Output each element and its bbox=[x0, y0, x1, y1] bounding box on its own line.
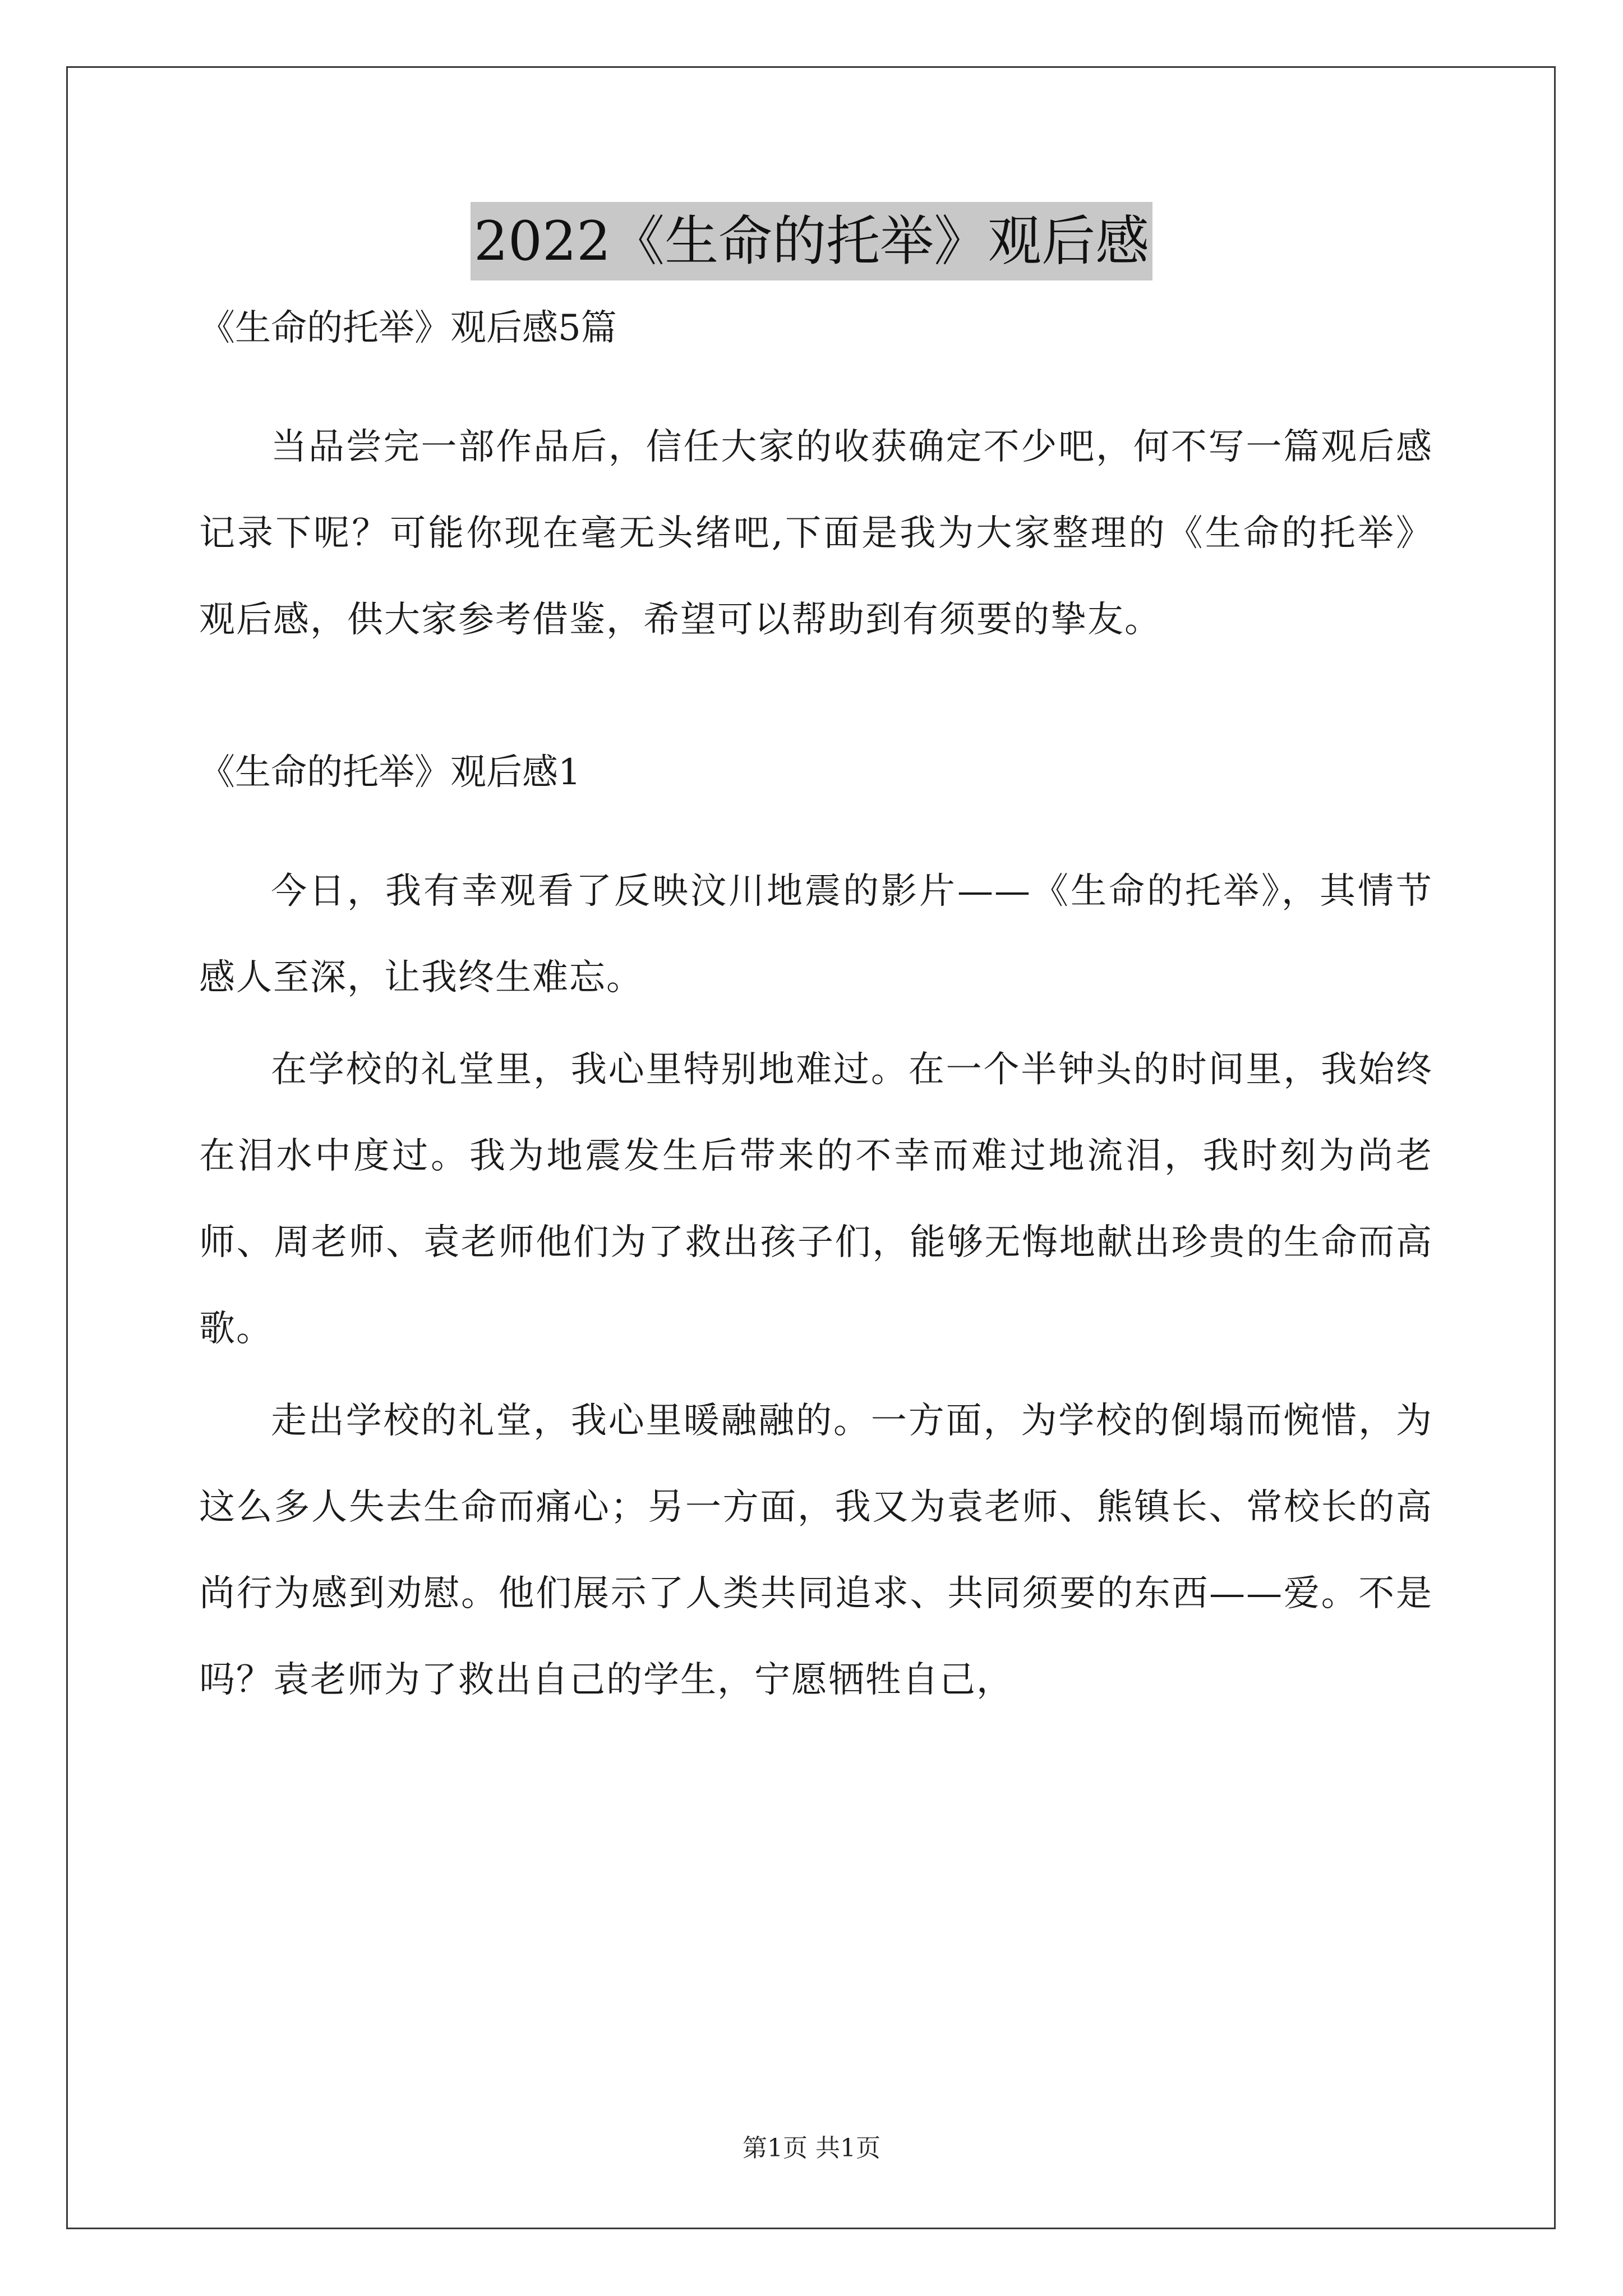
document-body bbox=[199, 303, 1433, 1723]
paragraph-gap bbox=[199, 1372, 1433, 1378]
intro-paragraph: 当品尝完一部作品后，信任大家的收获确定不少吧，何不写一篇观后感记录下呢？可能你现在毫无头绪吧,下面是我为大家整理的《生命的托举》观后感，供大家参考借鉴，希望可以帮助到有须要的挚友。 bbox=[199, 426, 1433, 641]
subtitle-heading: 《生命的托举》观后感5篇 bbox=[199, 307, 617, 349]
paragraph-gap bbox=[199, 1021, 1433, 1027]
title-wrap bbox=[0, 202, 1623, 280]
page-footer: 第1页 共1页 bbox=[743, 2134, 880, 2162]
body-paragraph-2: 在学校的礼堂里，我心里特别地难过。在一个半钟头的时间里，我始终在泪水中度过。我为地震发生后带来的不幸而难过地流泪，我时刻为尚老师、周老师、袁老师他们为了救出孩子们，能够无悔地献出珍贵的生命而高歌。 bbox=[199, 1049, 1433, 1350]
body-paragraph-1: 今日，我有幸观看了反映汶川地震的影片——《生命的托举》，其情节感人至深，让我终生难忘。 bbox=[199, 871, 1433, 999]
body-paragraph-3: 走出学校的礼堂，我心里暖融融的。一方面，为学校的倒塌而惋惜，为这么多人失去生命而痛心；另一方面，我又为袁老师、熊镇长、常校长的高尚行为感到劝慰。他们展示了人类共同追求、共同须要的东西——爱。不是吗？袁老师为了救出自己的学生，宁愿牺牲自己， bbox=[199, 1400, 1433, 1701]
section-gap bbox=[199, 663, 1433, 747]
section-heading: 《生命的托举》观后感1 bbox=[199, 752, 581, 793]
document-title: 2022《生命的托举》观后感 bbox=[471, 202, 1152, 280]
